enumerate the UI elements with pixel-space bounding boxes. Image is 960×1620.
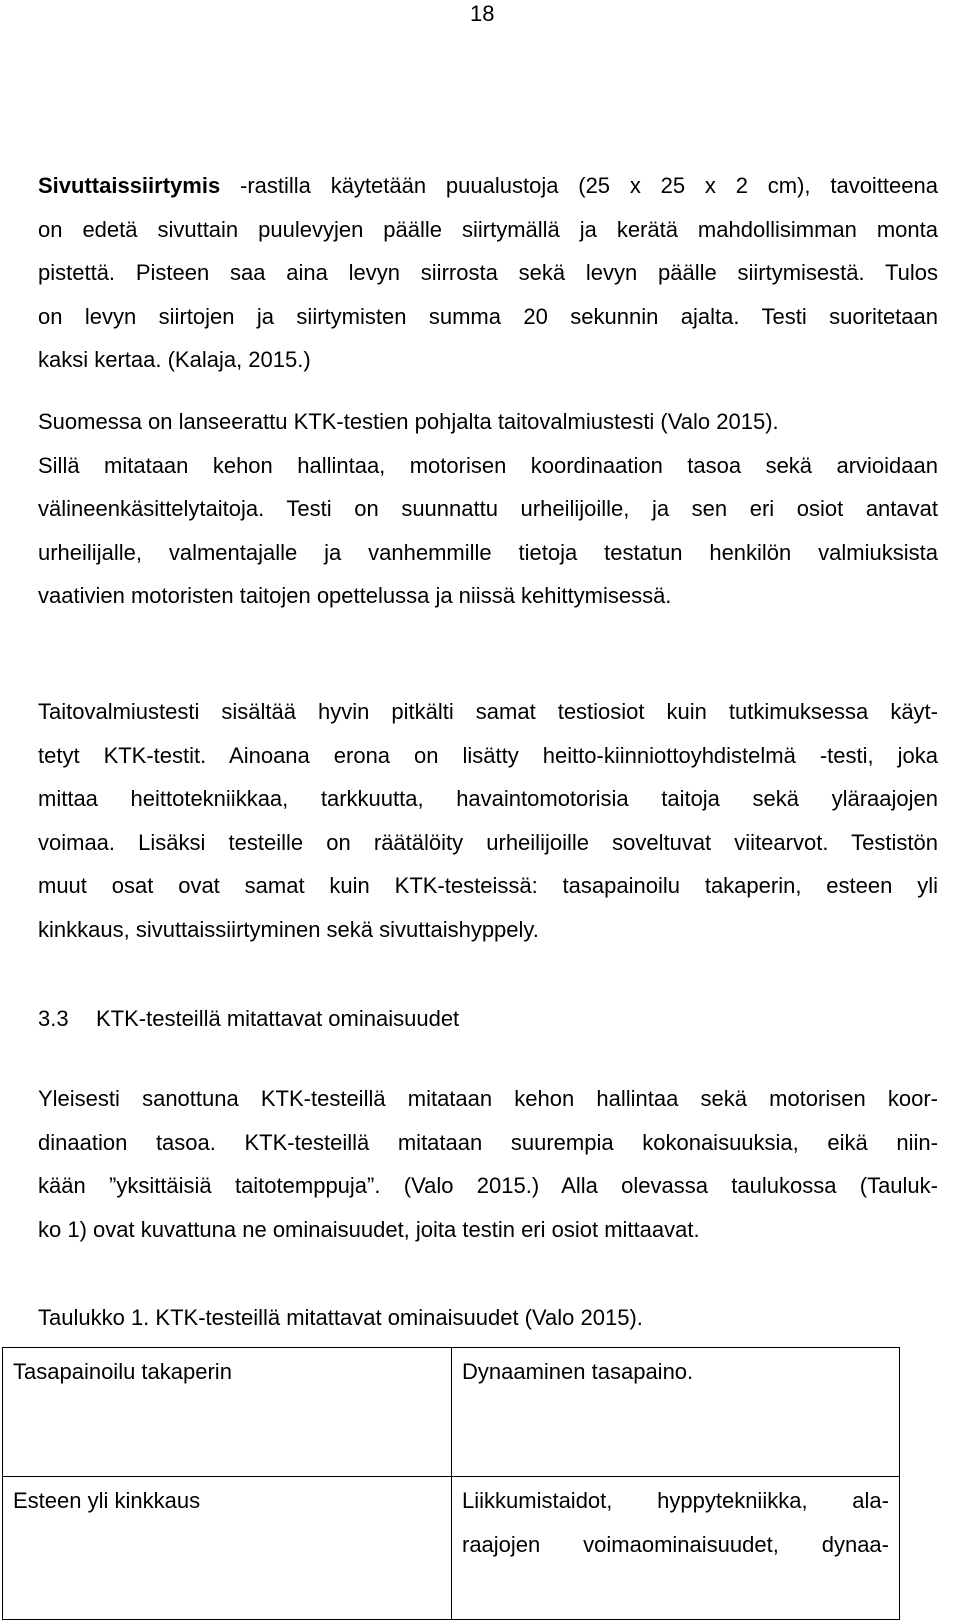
- page-number: 18: [470, 1, 495, 26]
- paragraph-line: voimaa. Lisäksi testeille on räätälöity urheilijoille soveltuvat viitearvot. Testistön: [38, 829, 938, 855]
- table-caption: Taulukko 1. KTK-testeillä mitattavat ominaisuudet (Valo 2015).: [38, 1305, 643, 1330]
- cell-line: Dynaaminen tasapaino.: [462, 1359, 694, 1384]
- table-row: [3, 1477, 900, 1620]
- paragraph-line: kaksi kertaa. (Kalaja, 2015.): [38, 347, 311, 372]
- paragraph-line: pistettä. Pisteen saa aina levyn siirrosta sekä levyn päälle siirtymisestä. Tulos: [38, 260, 938, 285]
- paragraph-sivuttaissiirtymis: [38, 164, 938, 382]
- paragraph-line: dinaation tasoa. KTK-testeillä mitataan suurempia kokonaisuuksia, eikä niin-: [38, 1129, 938, 1155]
- paragraph-line: tetyt KTK-testit. Ainoana erona on lisätty heitto-kiinniottoyhdistelmä -testi, joka: [38, 742, 938, 768]
- paragraph-line: Yleisesti sanottuna KTK-testeillä mitataan kehon hallintaa sekä motorisen koor-: [38, 1086, 938, 1111]
- paragraph-line: on edetä sivuttain puulevyjen päälle siirtymällä ja kerätä mahdollisimman monta: [38, 216, 938, 242]
- table-cell-property: [452, 1477, 900, 1620]
- cell-line: Liikkumistaidot, hyppytekniikka, ala-: [462, 1488, 889, 1513]
- paragraph-line: ko 1) ovat kuvattuna ne ominaisuudet, joita testin eri osiot mittaavat.: [38, 1216, 700, 1242]
- paragraph-line: on levyn siirtojen ja siirtymisten summa 20 sekunnin ajalta. Testi suoritetaan: [38, 303, 938, 329]
- ktk-properties-table: [2, 1347, 900, 1620]
- bold-term: Sivuttaissiirtymis: [38, 173, 221, 198]
- table-cell-property: [452, 1348, 900, 1477]
- section-title: KTK-testeillä mitattavat ominaisuudet: [96, 1006, 460, 1031]
- paragraph-line: urheilijalle, valmentajalle ja vanhemmille tietoja testatun henkilön valmiuksista: [38, 539, 938, 565]
- paragraph-line: kinkkaus, sivuttaissiirtyminen sekä sivuttaishyppely.: [38, 916, 539, 942]
- line-text: -rastilla käytetään puualustoja (25 x 25 x 2 cm), tavoitteena: [220, 173, 938, 198]
- paragraph-taitovalmiustesti-intro: [38, 400, 938, 618]
- paragraph-ktk-properties: [38, 1077, 938, 1251]
- table-cell-test: Esteen yli kinkkaus: [3, 1477, 452, 1620]
- paragraph-line: [38, 164, 938, 208]
- paragraph-line: Sillä mitataan kehon hallintaa, motorisen koordinaation tasoa sekä arvioidaan: [38, 452, 938, 478]
- cell-line: raajojen voimaominaisuudet, dynaa-: [462, 1531, 889, 1557]
- paragraph-line: Suomessa on lanseerattu KTK-testien pohjalta taitovalmiustesti (Valo 2015).: [38, 409, 779, 434]
- paragraph-line: vaativien motoristen taitojen opettelussa ja niissä kehittymisessä.: [38, 583, 672, 608]
- paragraph-line: Taitovalmiustesti sisältää hyvin pitkälti samat testiosiot kuin tutkimuksessa käyt-: [38, 699, 938, 724]
- paragraph-taitovalmiustesti-content: [38, 690, 938, 951]
- paragraph-line: kään ”yksittäisiä taitotemppuja”. (Valo 2015.) Alla olevassa taulukossa (Tauluk-: [38, 1173, 938, 1198]
- section-heading: [38, 997, 459, 1041]
- paragraph-line: muut osat ovat samat kuin KTK-testeissä: tasapainoilu takaperin, esteen yli: [38, 873, 938, 898]
- paragraph-line: välineenkäsittelytaitoja. Testi on suunnattu urheilijoille, ja sen eri osiot antavat: [38, 496, 938, 521]
- table-row: [3, 1348, 900, 1477]
- section-number: 3.3: [38, 1006, 69, 1031]
- table-cell-test: Tasapainoilu takaperin: [3, 1348, 452, 1477]
- paragraph-line: mittaa heittotekniikkaa, tarkkuutta, havaintomotorisia taitoja sekä yläraajojen: [38, 786, 938, 811]
